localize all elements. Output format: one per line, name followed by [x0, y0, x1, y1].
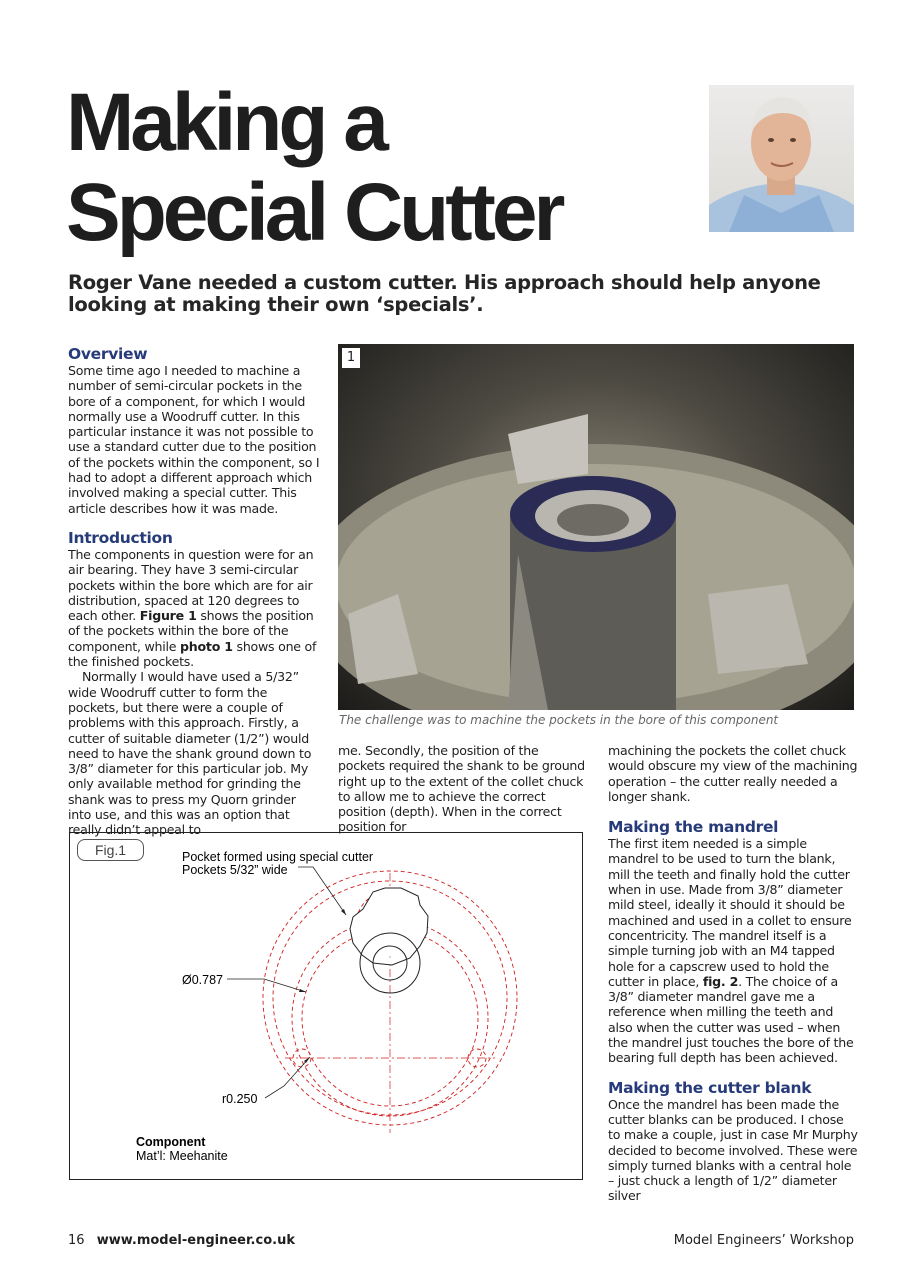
author-portrait	[709, 85, 854, 232]
figure-1-drawing	[70, 833, 582, 1179]
title-line-2: Special Cutter	[66, 167, 562, 258]
left-column	[68, 345, 320, 838]
mandrel-text-b: . The choice of a 3/8” diameter mandrel gave me a reference when milling the teeth and also when the cutter was used – when the mandrel just touches the bore of the bearing full depth has been achieved.	[608, 973, 854, 1066]
figure-1-reference: Figure 1	[139, 608, 197, 624]
callout-line-2: Pockets 5/32” wide	[182, 863, 288, 877]
photo-1-reference: photo 1	[180, 638, 233, 654]
mandrel-heading: Making the mandrel	[608, 818, 779, 837]
photo-caption: The challenge was to machine the pockets in the bore of this component	[339, 713, 779, 727]
component-title: Component	[136, 1135, 206, 1149]
radius-dimension: r0.250	[222, 1092, 258, 1106]
overview-body: Some time ago I needed to machine a number of semi-circular pockets in the bore of a component, for which I would normally use a Woodruff cutter. In this particular instance it was not possible to use a standard cutter due to the position of the pockets within the component, so I had to adopt a different approach which involved making a special cutter. This article describes how it was made.	[68, 363, 320, 516]
diameter-dimension: Ø0.787	[182, 973, 224, 987]
standfirst: Roger Vane needed a custom cutter. His approach should help anyone looking at making their own ‘specials’.	[68, 271, 821, 316]
figure-1	[69, 832, 583, 1180]
website-link[interactable]: www.model-engineer.co.uk	[96, 1233, 295, 1248]
figure-2-reference: fig. 2	[702, 973, 739, 989]
page-number: 16	[68, 1233, 85, 1248]
introduction-paragraph-2: Normally I would have used a 5/32” wide Woodruff cutter to form the pockets, but there were a couple of problems with this approach. Firstly, a cutter of suitable diameter (1/2”) would need to have the shank ground down to 3/8” diameter for this particular job. My only available method for grinding the shank was to press my Quorn grinder into use, and this was an option that really didn’t appeal to	[68, 669, 312, 838]
cutter-blank-body: Once the mandrel has been made the cutter blanks can be produced. I chose to make a couple, just in case Mr Murphy decided to become involved. These were simply turned blanks with a central hole – just chuck a length of 1/2” diameter silver	[608, 1096, 858, 1204]
footer-left	[68, 1233, 295, 1248]
article-title	[66, 78, 686, 258]
title-line-1: Making a	[66, 77, 385, 168]
introduction-paragraph-1	[68, 547, 320, 669]
right-column	[608, 743, 858, 1204]
callout-line-1: Pocket formed using special cutter	[182, 850, 374, 864]
magazine-name: Model Engineers’ Workshop	[673, 1233, 854, 1248]
intro-continuation: me. Secondly, the position of the pockets required the shank to be ground right up to the extent of the collet chuck to allow me to achieve the correct position (depth). When in the correct position for	[338, 743, 585, 835]
photo-number: 1	[342, 348, 360, 368]
component-material: Mat’l: Meehanite	[136, 1149, 228, 1163]
cutter-blank-heading: Making the cutter blank	[608, 1078, 812, 1097]
photo-1	[338, 344, 854, 710]
introduction-heading: Introduction	[68, 528, 173, 547]
intro-text-c: shows one of the finished pockets.	[68, 638, 317, 670]
mandrel-body	[608, 836, 858, 1065]
middle-column	[338, 743, 588, 835]
intro-continuation-2: machining the pockets the collet chuck would obscure my view of the machining operation – the cutter really needed a longer shank.	[608, 743, 858, 804]
intro-text-a: The components in question were for an air bearing. They have 3 semi-circular pockets within the bore which are for air distribution, spaced at 120 degrees to each other.	[68, 546, 314, 624]
mandrel-text-a: The first item needed is a simple mandrel to be used to turn the blank, mill the teeth and finally hold the cutter when in use. Made from 3/8” diameter mild steel, ideally it should it should be machined and used in a collet to ensure concentricity. The mandrel itself is a simple turning job with an M4 tapped hole for a capscrew used to hold the cutter in place,	[608, 836, 852, 989]
intro-text-b: shows the position of the pockets within the bore of the component, while	[68, 608, 314, 654]
overview-heading: Overview	[68, 345, 148, 363]
figure-label: Fig.1	[77, 839, 144, 861]
